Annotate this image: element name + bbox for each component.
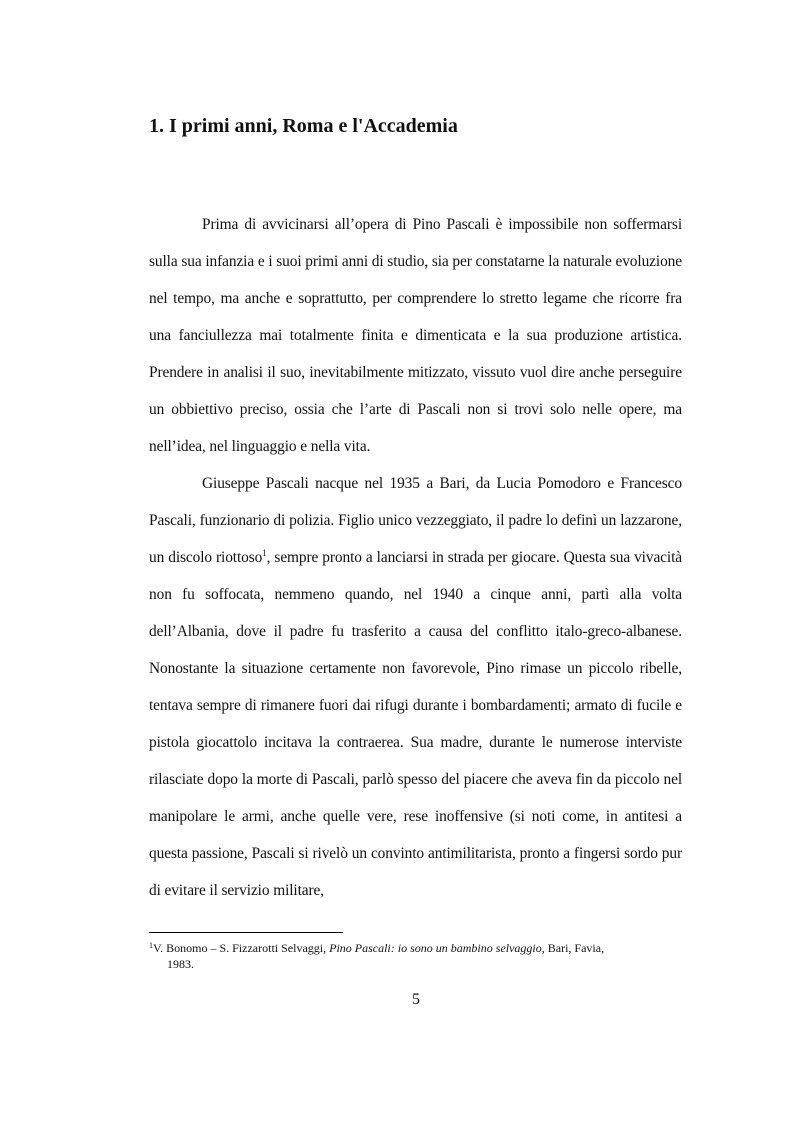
footnote-book-title: Pino Pascali: io sono un bambino selvaggio	[329, 941, 542, 955]
footnote-year: 1983.	[167, 957, 194, 971]
page-number: 5	[412, 991, 420, 1008]
body-text	[149, 206, 682, 909]
chapter-heading: 1. I primi anni, Roma e l'Accademia	[149, 115, 458, 137]
paragraph-biography-text-end: , sempre pronto a lanciarsi in strada per giocare. Questa sua vivacità non fu soffocata, nemmeno quando, nel 1940 a cinque anni, partì alla volta dell’Albania, dove il padre fu trasferito a causa del conflitto italo-greco-albanese. Nonostante la situazione certamente non favorevole, Pino rimase un piccolo ribelle, tentava sempre di rimanere fuori dai rifugi durante i bombardamenti; armato di fucile e pistola giocattolo incitava la contraerea. Sua madre, durante le numerose interviste rilasciate dopo la morte di Pascali, parlò spesso del piacere che aveva fin da piccolo nel manipolare le armi, anche quelle vere, rese inoffensive (si noti come, in antitesi a questa passione, Pascali si rivelò un convinto antimilitarista, pronto a fingersi sordo pur di evitare il servizio militare,	[149, 549, 682, 899]
footnote-number: 1	[149, 941, 153, 950]
paragraph-biography	[149, 465, 682, 909]
paragraph-intro-text: Prima di avvicinarsi all’opera di Pino Pascali è impossibile non soffermarsi sulla sua infanzia e i suoi primi anni di studio, sia per constatarne la naturale evoluzione nel tempo, ma anche e soprattutto, per comprendere lo stretto legame che ricorre fra una fanciullezza mai totalmente finita e dimenticata e la sua produzione artistica. Prendere in analisi il suo, inevitabilmente mitizzato, vissuto vuol dire anche perseguire un obbiettivo preciso, ossia che l’arte di Pascali non si trovi solo nelle opere, ma nell’idea, nel linguaggio e nella vita.	[149, 216, 682, 455]
paragraph-intro	[149, 206, 682, 465]
footnote-separator	[149, 932, 343, 933]
footnote-publisher: , Bari, Favia,	[541, 941, 605, 955]
footnote-line-1	[149, 940, 682, 956]
footnote	[149, 940, 682, 972]
footnote-authors: V. Bonomo – S. Fizzarotti Selvaggi,	[153, 941, 330, 955]
paragraph-biography-text-start: Giuseppe Pascali nacque nel 1935 a Bari, da Lucia Pomodoro e Francesco Pascali, funzionario di polizia. Figlio unico vezzeggiato, il padre lo definì un lazzarone, un discolo riottoso	[149, 475, 682, 566]
footnote-line-2	[149, 956, 682, 972]
footnote-reference[interactable]: 1	[262, 548, 267, 558]
